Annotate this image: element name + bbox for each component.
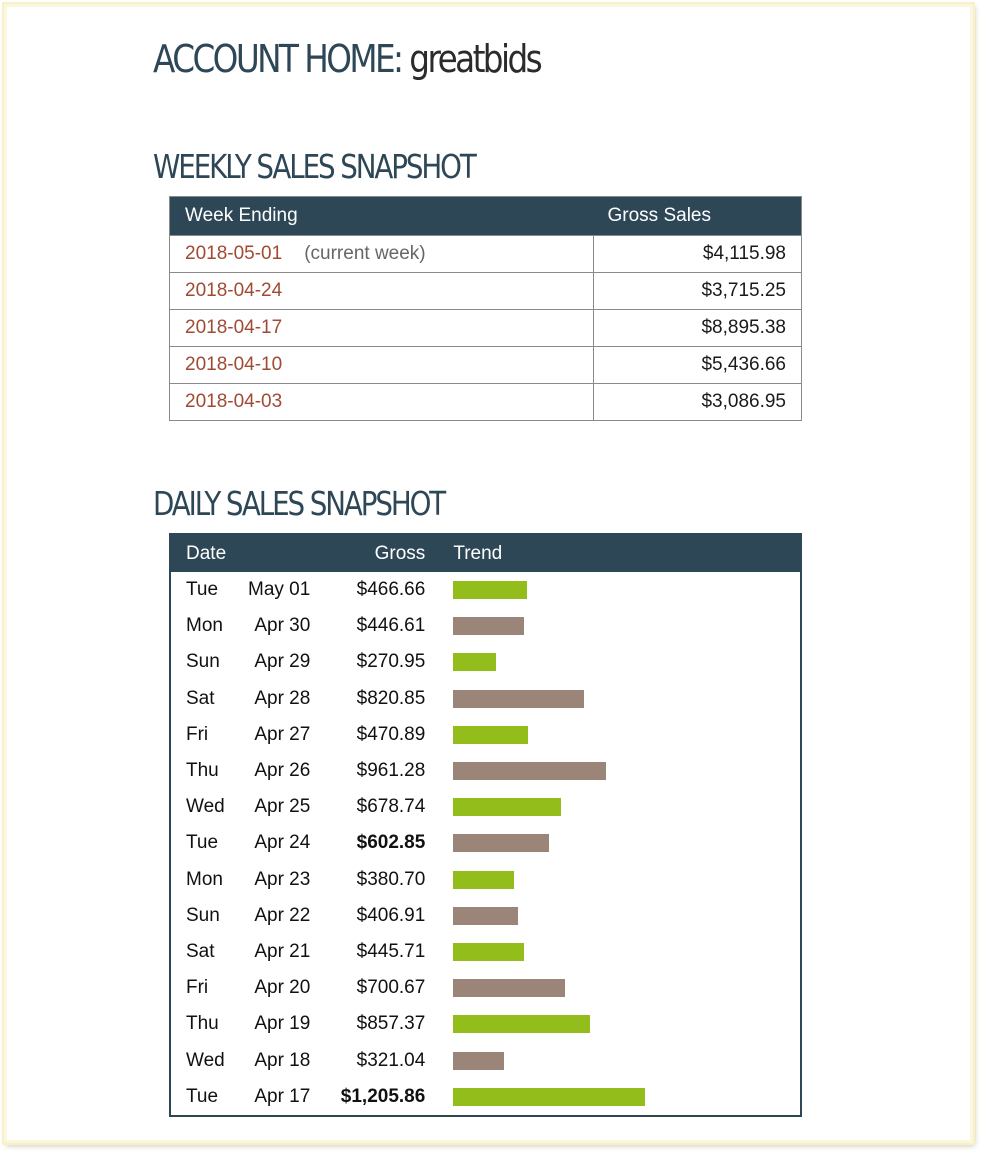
daily-gross-value: $270.95 [356,651,426,673]
trend-bar [453,943,524,961]
day-date: Apr 20 [254,977,311,999]
daily-sales-table [169,533,802,1117]
day-of-week: Tue [186,1085,219,1107]
table-row [170,310,802,347]
day-of-week: Mon [186,615,223,637]
gross-sales-header: Gross Sales [594,197,802,236]
daily-gross-value: $602.85 [356,832,426,854]
week-link[interactable]: 2018-04-03 [185,391,283,412]
trend-bar [453,726,528,744]
day-of-week: Sat [186,940,215,962]
trend-bar [453,1015,590,1033]
day-of-week: Sat [186,687,215,709]
week-cell [170,236,594,273]
trend-cell [437,898,801,934]
week-ending-header: Week Ending [170,197,594,236]
trend-cell [437,789,801,825]
weekly-sales-table [169,196,802,421]
table-row [170,1006,801,1042]
table-row [170,644,801,680]
day-date: Apr 18 [254,1049,311,1071]
table-row [170,384,802,421]
table-row [170,273,802,310]
trend-cell [437,717,801,753]
trend-bar [453,798,561,816]
table-row [170,572,801,608]
day-date: Apr 17 [254,1085,311,1107]
day-of-week: Sun [186,651,220,673]
daily-gross-value: $820.85 [356,687,426,709]
day-date: Apr 25 [254,796,311,818]
day-date: Apr 22 [254,904,311,926]
week-link[interactable]: 2018-05-01 [185,243,283,264]
table-row [170,970,801,1006]
gross-sales-value: $8,895.38 [594,310,802,347]
page-frame [4,4,973,1143]
day-date: Apr 24 [254,832,311,854]
page-title-prefix: ACCOUNT HOME: [153,37,402,81]
day-date: Apr 19 [254,1013,311,1035]
daily-rows [170,572,801,1116]
daily-gross-value: $466.66 [356,579,426,601]
daily-gross-value: $446.61 [356,615,426,637]
table-row [170,825,801,861]
trend-bar [453,1052,504,1070]
trend-cell [437,608,801,644]
day-of-week: Wed [186,1049,225,1071]
day-date: Apr 23 [254,868,311,890]
table-row [170,347,802,384]
table-row [170,934,801,970]
week-cell [170,273,594,310]
day-of-week: Thu [186,760,219,782]
trend-cell [437,862,801,898]
week-link[interactable]: 2018-04-17 [185,317,283,338]
daily-gross-value: $678.74 [356,796,426,818]
daily-gross-value: $321.04 [356,1049,426,1071]
day-date: Apr 27 [254,723,311,745]
daily-gross-value: $470.89 [356,723,426,745]
daily-gross-value: $1,205.86 [340,1085,426,1107]
weekly-section-title: WEEKLY SALES SNAPSHOT [153,147,475,186]
day-date: Apr 29 [254,651,311,673]
trend-cell [437,934,801,970]
trend-bar [453,690,584,708]
day-of-week: Wed [186,796,225,818]
trend-bar [453,653,496,671]
week-link[interactable]: 2018-04-24 [185,280,283,301]
trend-header: Trend [437,534,801,572]
table-row [170,236,802,273]
gross-sales-value: $3,086.95 [594,384,802,421]
week-cell [170,384,594,421]
trend-bar [453,979,565,997]
table-row [170,898,801,934]
page-title [153,37,540,81]
trend-cell [437,825,801,861]
table-row [170,608,801,644]
trend-cell [437,1079,801,1116]
week-cell [170,310,594,347]
trend-bar [453,617,524,635]
day-of-week: Mon [186,868,223,890]
current-week-label: (current week) [304,243,426,264]
trend-cell [437,1006,801,1042]
daily-gross-value: $700.67 [356,977,426,999]
week-cell [170,347,594,384]
daily-gross-value: $961.28 [356,760,426,782]
daily-gross-value: $857.37 [356,1013,426,1035]
trend-bar [453,907,518,925]
day-of-week: Fri [186,723,209,745]
gross-sales-value: $4,115.98 [594,236,802,273]
table-row [170,1042,801,1078]
day-date: Apr 28 [254,687,311,709]
trend-cell [437,970,801,1006]
day-of-week: Thu [186,1013,219,1035]
trend-cell [437,1042,801,1078]
table-row [170,1079,801,1116]
daily-section-title: DAILY SALES SNAPSHOT [153,484,445,523]
trend-cell [437,644,801,680]
trend-bar [453,871,514,889]
day-of-week: Fri [186,977,209,999]
account-name: greatbids [409,37,541,81]
weekly-header-row [170,197,802,236]
trend-bar [453,834,549,852]
day-date: May 01 [248,579,311,601]
week-link[interactable]: 2018-04-10 [185,354,283,375]
gross-sales-value: $3,715.25 [594,273,802,310]
table-row [170,862,801,898]
daily-gross-value: $380.70 [356,868,426,890]
trend-cell [437,572,801,608]
trend-cell [437,753,801,789]
table-row [170,753,801,789]
day-of-week: Sun [186,904,220,926]
gross-header: Gross [318,534,437,572]
gross-sales-value: $5,436.66 [594,347,802,384]
trend-bar [453,762,606,780]
day-of-week: Tue [186,579,219,601]
daily-gross-value: $406.91 [356,904,426,926]
trend-cell [437,681,801,717]
daily-header-row [170,534,801,572]
table-row [170,681,801,717]
table-row [170,717,801,753]
date-header: Date [170,534,318,572]
day-date: Apr 26 [254,760,311,782]
day-date: Apr 30 [254,615,311,637]
trend-bar [453,1088,645,1106]
daily-gross-value: $445.71 [356,940,426,962]
day-of-week: Tue [186,832,219,854]
trend-bar [453,581,527,599]
day-date: Apr 21 [254,940,311,962]
table-row [170,789,801,825]
